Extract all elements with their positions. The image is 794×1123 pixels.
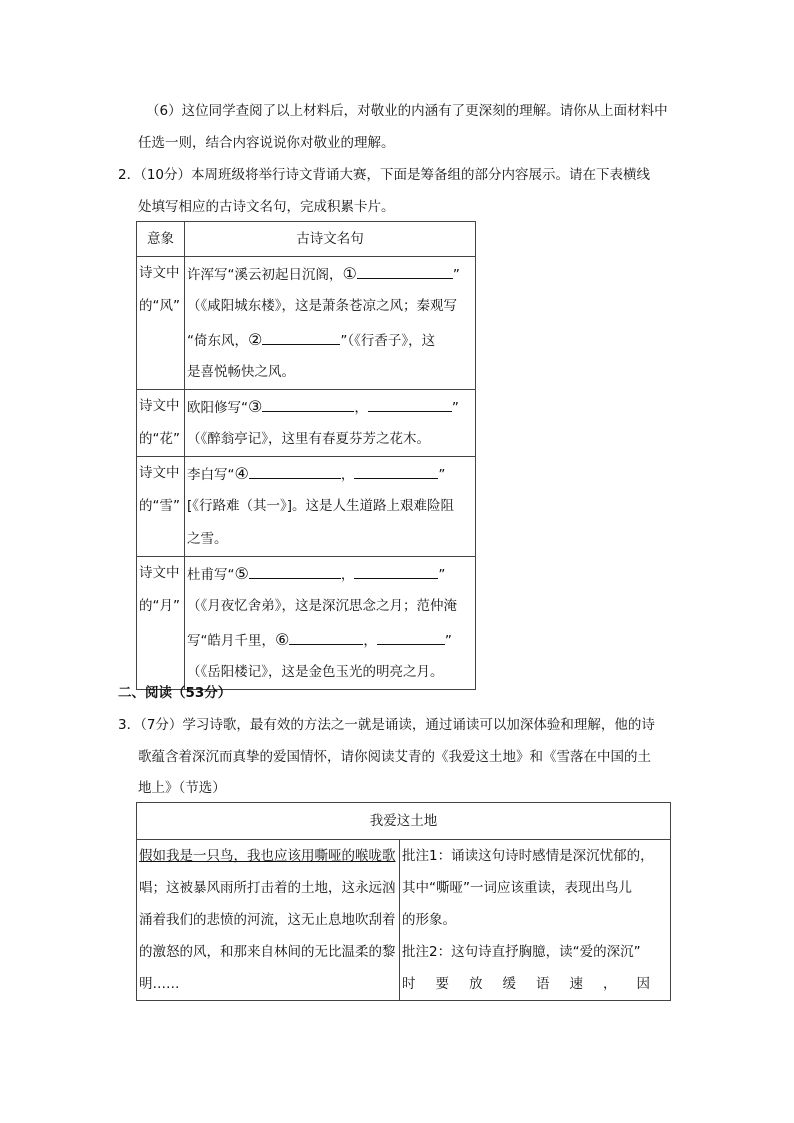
q3-line3: 地上》（节选） [138, 780, 226, 796]
blank-2[interactable] [262, 326, 340, 345]
poem-table [136, 802, 671, 1001]
row-content: 李白写“④ ， ” [《行路难（其一》]。这是人生道路上艰难险阻 之雪。 [185, 457, 476, 557]
poetry-table-header [137, 222, 476, 257]
poem-text: 假如我是一只鸟，我也应该用嘶哑的喉咙歌 唱；这被暴风雨所打击着的土地，这永远汹 涌着我们的悲愤的河流，这无止息地吹刮着 的激怒的风，和那来自林间的无比温柔的黎 明…… [137, 840, 400, 1001]
blank-3a[interactable] [262, 393, 354, 412]
q2-line1: 2．（10分）本周班级将举行诗文背诵大赛，下面是筹备组的部分内容展示。请在下表横线 [118, 167, 651, 183]
poem-row [137, 840, 671, 1001]
table-row [137, 557, 476, 690]
blank-5b[interactable] [354, 560, 438, 579]
table-row [137, 257, 476, 390]
header-imagery: 意象 [137, 222, 185, 257]
poem-notes: 批注1：诵读这句诗时感情是深沉忧郁的， 其中“嘶哑”一词应该重读，表现出鸟儿 的形象。 批注2：这句诗直抒胸臆，读“爱的深沉” 时要放缓语速，因 [400, 840, 671, 1001]
row-content: 杜甫写“⑤ ， ” （《月夜忆舍弟》，这是深沉思念之月；范仲淹 写“皓月千里，⑥ ， ” （《岳阳楼记》，这是金色玉光的明亮之月。 [185, 557, 476, 690]
poetry-table [136, 221, 476, 690]
row-label: 诗文中 的“花” [137, 390, 185, 457]
q3-line2: 歌蕴含着深沉而真挚的爱国情怀，请你阅读艾青的《我爱这土地》和《雪落在中国的土 [138, 749, 651, 765]
row-label: 诗文中 的“风” [137, 257, 185, 390]
table-row [137, 390, 476, 457]
q3-line1: 3．（7分）学习诗歌，最有效的方法之一就是诵读，通过诵读可以加深体验和理解，他的诗 [118, 717, 655, 733]
blank-3b[interactable] [368, 393, 452, 412]
blank-1[interactable] [357, 260, 453, 279]
row-content: 欧阳修写“③ ， ” （《醉翁亭记》，这里有春夏芬芳之花木。 [185, 390, 476, 457]
table-row [137, 457, 476, 557]
section-title: 二、阅读（53分） [118, 685, 232, 701]
blank-6b[interactable] [377, 626, 445, 645]
blank-4a[interactable] [249, 460, 341, 479]
q2-line2: 处填写相应的古诗文名句，完成积累卡片。 [138, 199, 395, 215]
q1-6-line1: （6）这位同学查阅了以上材料后，对敬业的内涵有了更深刻的理解。请你从上面材料中 [146, 103, 668, 119]
q1-6-line2: 任选一则，结合内容说说你对敬业的理解。 [138, 135, 395, 151]
blank-4b[interactable] [354, 460, 438, 479]
poem-title: 我爱这土地 [137, 803, 671, 840]
blank-5a[interactable] [249, 560, 341, 579]
header-lines: 古诗文名句 [185, 222, 476, 257]
row-label: 诗文中 的“月” [137, 557, 185, 690]
row-label: 诗文中 的“雪” [137, 457, 185, 557]
blank-6a[interactable] [289, 626, 363, 645]
row-content: 许浑写“溪云初起日沉阁，① ” （《咸阳城东楼》，这是萧条苍凉之风；秦观写 “倚东风，② ”（《行香子》，这 是喜悦畅快之风。 [185, 257, 476, 390]
